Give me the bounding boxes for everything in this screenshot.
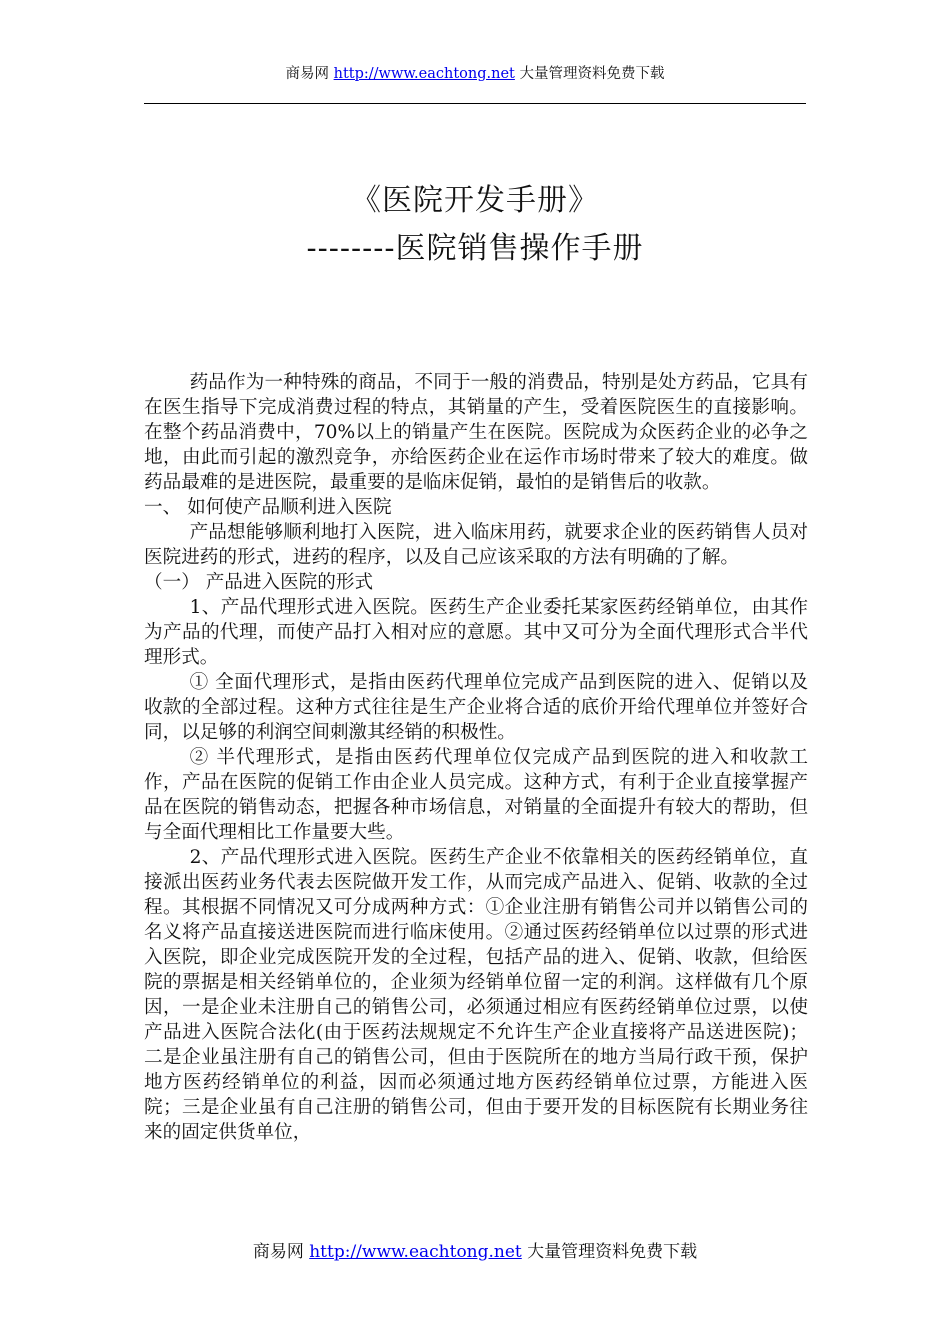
footer-slogan: 大量管理资料免费下载 (527, 1242, 698, 1262)
footer-url-link[interactable]: http://www.eachtong.net (309, 1242, 522, 1262)
header-url-link[interactable]: http://www.eachtong.net (333, 66, 515, 82)
intro-paragraph: 药品作为一种特殊的商品，不同于一般的消费品，特别是处方药品，它具有在医生指导下完成消费过程的特点，其销量的产生，受着医院医生的直接影响。在整个药品消费中，70%以上的销量产生在医院。医院成为众医药企业的必争之地，由此而引起的激烈竞争，亦给医药企业在运作市场时带来了较大的难度。做药品最难的是进医院，最重要的是临床促销，最怕的是销售后的收款。 (144, 372, 808, 493)
page-footer (0, 1240, 950, 1264)
subsection-heading-1: （一） 产品进入医院的形式 (144, 572, 374, 593)
page-header (0, 64, 950, 84)
document-title: 《医院开发手册》 (351, 183, 599, 218)
header-divider (144, 103, 806, 104)
footer-site-name: 商易网 (252, 1242, 304, 1262)
document-subtitle: --------医院销售操作手册 (306, 231, 644, 266)
body-paragraph: 1、产品代理形式进入医院。医药生产企业委托某家医药经销单位，由其作为产品的代理，而使产品打入相对应的意愿。其中又可分为全面代理形式合半代理形式。 (144, 597, 808, 668)
header-site-name: 商易网 (285, 66, 329, 82)
section-heading-1: 一、 如何使产品顺利进入医院 (144, 497, 392, 518)
document-body (144, 370, 808, 1145)
body-paragraph: 产品想能够顺利地打入医院，进入临床用药，就要求企业的医药销售人员对医院进药的形式，进药的程序，以及自己应该采取的方法有明确的了解。 (144, 522, 808, 568)
body-paragraph: 2、产品代理形式进入医院。医药生产企业不依靠相关的医药经销单位，直接派出医药业务代表去医院做开发工作，从而完成产品进入、促销、收款的全过程。其根据不同情况又可分成两种方式：①企业注册有销售公司并以销售公司的名义将产品直接送进医院而进行临床使用。②通过医药经销单位以过票的形式进入医院，即企业完成医院开发的全过程，包括产品的进入、促销、收款，但给医院的票据是相关经销单位的，企业须为经销单位留一定的利润。这样做有几个原因，一是企业未注册自己的销售公司，必须通过相应有医药经销单位过票，以使产品进入医院合法化(由于医药法规规定不允许生产企业直接将产品送进医院)；二是企业虽注册有自己的销售公司，但由于医院所在的地方当局行政干预，保护地方医药经销单位的利益，因而必须通过地方医药经销单位过票，方能进入医院；三是企业虽有自己注册的销售公司，但由于要开发的目标医院有长期业务往来的固定供货单位， (144, 847, 808, 1143)
header-slogan: 大量管理资料免费下载 (519, 66, 665, 82)
body-paragraph: ② 半代理形式，是指由医药代理单位仅完成产品到医院的进入和收款工作，产品在医院的促销工作由企业人员完成。这种方式，有利于企业直接掌握产品在医院的销售动态，把握各种市场信息，对销量的全面提升有较大的帮助，但与全面代理相比工作量要大些。 (144, 747, 808, 843)
body-paragraph: ① 全面代理形式，是指由医药代理单位完成产品到医院的进入、促销以及收款的全部过程。这种方式往往是生产企业将合适的底价开给代理单位并签好合同，以足够的利润空间刺激其经销的积极性。 (144, 672, 808, 743)
